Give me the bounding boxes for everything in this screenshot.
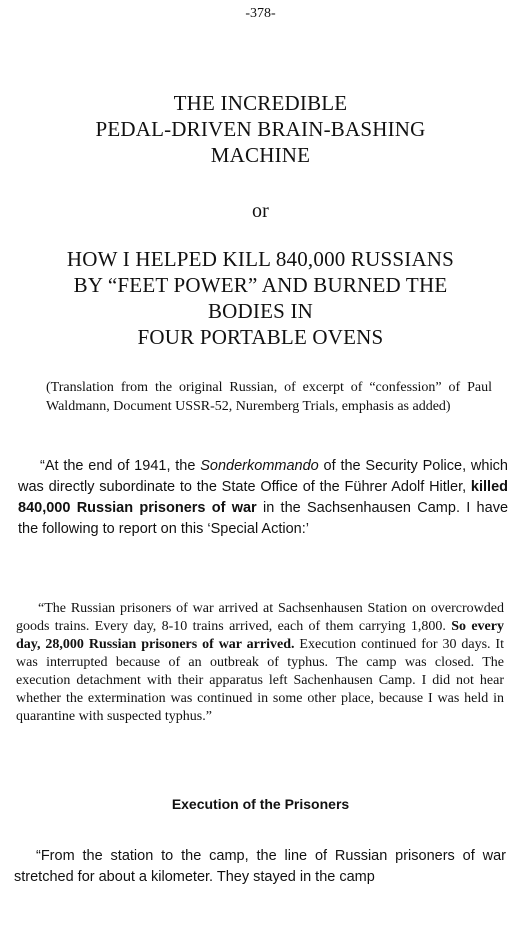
subtitle-line: FOUR PORTABLE OVENS — [137, 325, 384, 349]
paragraph-3 — [14, 846, 506, 888]
para1-emphasis: killed 840,000 Russian prisoners of war — [18, 479, 508, 516]
main-title-line: PEDAL-DRIVEN BRAIN-BASHING — [95, 117, 426, 141]
page-number: -378- — [245, 6, 276, 21]
para3-text: “From the station to the camp, the line of Russian prisoners of war stretched for about a kilometer. They stayed in the camp — [14, 848, 506, 885]
para2-text: “The Russian prisoners of war arrived at Sachsenhausen Station on overcrowded goods trains. Every day, 8-10 trains arrived, each of them carrying 1,800. — [16, 601, 504, 634]
main-title — [0, 90, 521, 168]
para1-text: of the Security Police, which was directly subordinate to the State Office of the Führer Adolf Hitler, — [18, 458, 508, 495]
paragraph-1 — [18, 456, 508, 540]
section-heading: Execution of the Prisoners — [171, 796, 350, 812]
title-or: or — [251, 200, 270, 222]
translation-note: (Translation from the original Russian, of excerpt of “confession” of Paul Waldmann, Document USSR-52, Nuremberg Trials, emphasis as added) — [46, 380, 492, 414]
para2-emphasis: So every day, 28,000 Russian prisoners of war arrived. — [16, 619, 504, 652]
subtitle-line: BODIES IN — [207, 299, 314, 323]
para1-text: in the Sachsenhausen Camp. I have the following to report on this ‘Special Action:’ — [18, 500, 509, 537]
para2-text: Execution continued for 30 days. It was interrupted because of an outbreak of typhus. The camp was closed. The execution detachment with their apparatus left Sachenhausen Camp. I did not hear whether the extermination was continued in some other place, because I was held in quarantine with suspected typhus.” — [16, 637, 504, 724]
main-title-line: MACHINE — [210, 143, 311, 167]
paragraph-2 — [16, 600, 504, 726]
main-title-line: THE INCREDIBLE — [173, 91, 348, 115]
para1-text: “At the end of 1941, the — [40, 458, 201, 474]
subtitle-line: BY “FEET POWER” AND BURNED THE — [73, 273, 448, 297]
subtitle — [0, 246, 521, 350]
subtitle-line: HOW I HELPED KILL 840,000 RUSSIANS — [66, 247, 455, 271]
para1-italic: Sonderkommando — [200, 458, 319, 474]
